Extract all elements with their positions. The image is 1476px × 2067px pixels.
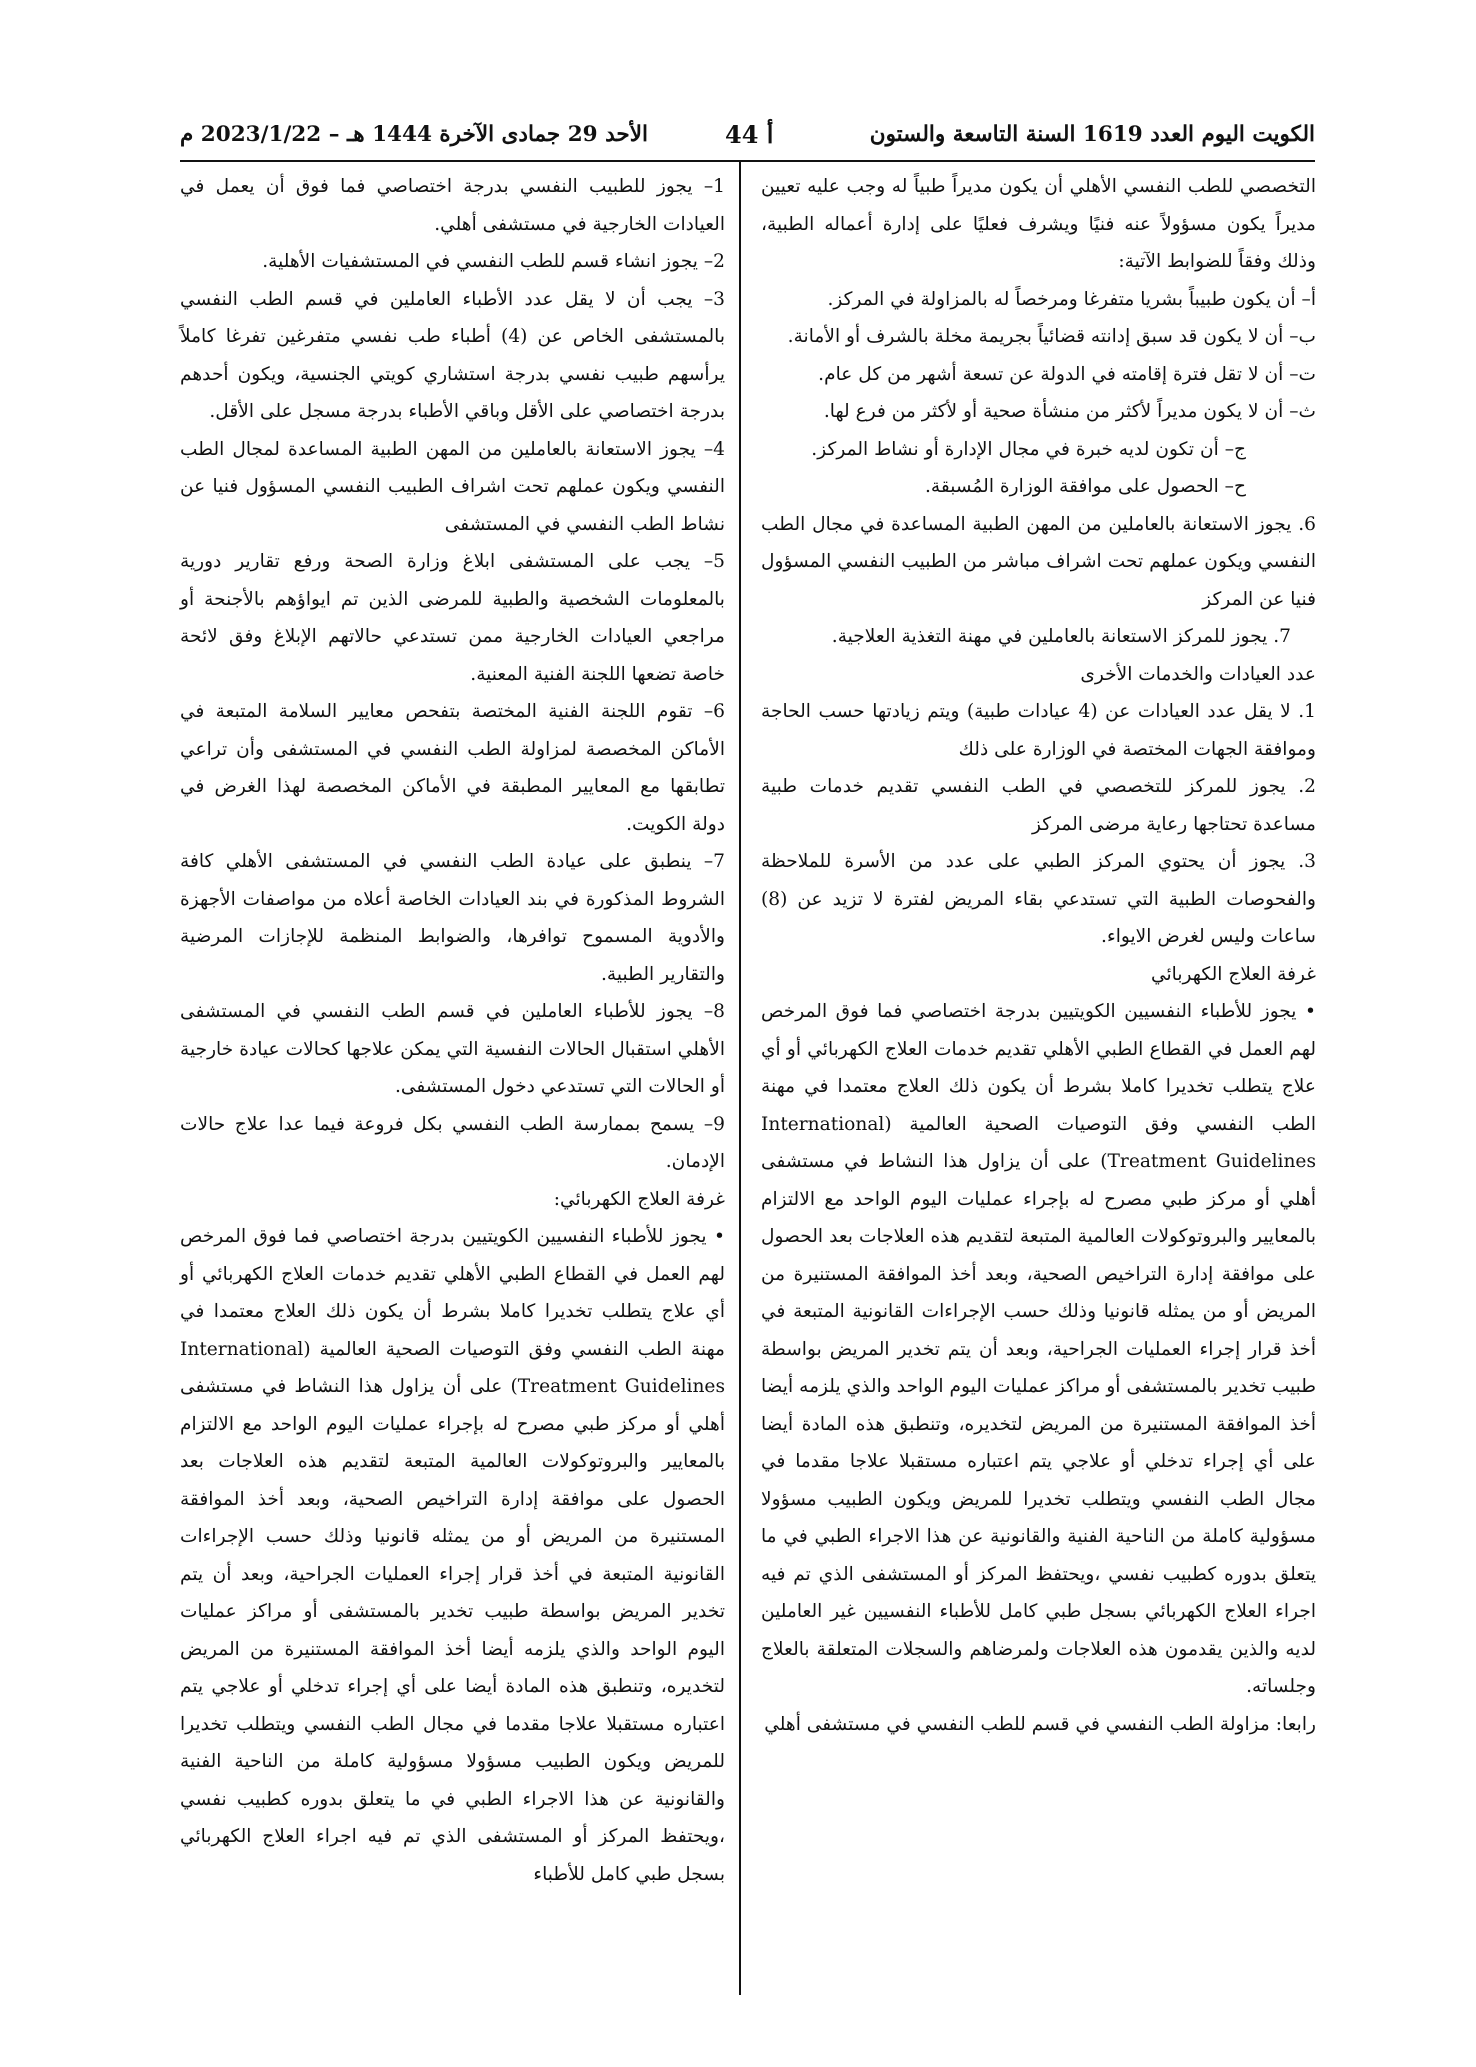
paragraph: 8– يجوز للأطباء العاملين في قسم الطب النفسي في المستشفى الأهلي استقبال الحالات النفسية التي يمكن علاجها كحالات عيادة خارجية أو الحالات التي تستدعي دخول المستشفى. xyxy=(180,1001,725,1097)
paragraph: 3– يجب أن لا يقل عدد الأطباء العاملين في قسم الطب النفسي بالمستشفى الخاص عن (4) أطباء طب نفسي متفرغين تفرغا كاملاً يرأسهم طبيب نفسي بدرجة استشاري كويتي الجنسية، ويكون أحدهم بدرجة اختصاصي على الأقل وباقي الأطباء بدرجة مسجل على الأقل. xyxy=(180,288,725,422)
paragraph: 4– يجوز الاستعانة بالعاملين من المهن الطبية المساعدة لمجال الطب النفسي ويكون عملهم تحت اشراف الطبيب النفسي المسؤول فنيا عن نشاط الطب النفسي في المستشفى xyxy=(180,438,725,535)
paragraph: • يجوز للأطباء النفسيين الكويتيين بدرجة اختصاصي فما فوق المرخص لهم العمل في القطاع الطبي الأهلي تقديم خدمات العلاج الكهربائي أو أي علاج يتطلب تخديرا كاملا بشرط أن يكون ذلك العلاج معتمدا في مهنة الطب النفسي وفق التوصيات الصحية العالمية (International Treatment Guidelines) على أن يزاول هذا النشاط في مستشفى أهلي أو مركز طبي مصرح له بإجراء عمليات اليوم الواحد مع الالتزام بالمعايير والبروتوكولات العالمية المتبعة لتقديم هذه العلاجات بعد الحصول على موافقة إدارة التراخيص الصحية، وبعد أخذ الموافقة المستنيرة من المريض أو من يمثله قانونيا وذلك حسب الإجراءات القانونية المتبعة في أخذ قرار إجراء العمليات الجراحية، وبعد أن يتم تخدير المريض بواسطة طبيب تخدير بالمستشفى أو مراكز عمليات اليوم الواحد والذي يلزمه أيضا أخذ الموافقة المستنيرة من المريض لتخديره، وتنطبق هذه المادة أيضا على أي إجراء تدخلي أو علاجي يتم اعتباره مستقبلا علاجا مقدما في مجال الطب النفسي ويتطلب تخديرا للمريض ويكون الطبيب مسؤولا مسؤولية كاملة من الناحية الفنية والقانونية عن هذا الاجراء الطبي في ما يتعلق بدوره كطبيب نفسي ،ويحتفظ المركز أو المستشفى الذي تم فيه اجراء العلاج الكهربائي بسجل طبي كامل للأطباء xyxy=(180,1226,725,1885)
paragraph: أ– أن يكون طبيباً بشريا متفرغا ومرخصاً له بالمزاولة في المركز. xyxy=(827,288,1316,310)
paragraph: 3. يجوز أن يحتوي المركز الطبي على عدد من الأسرة للملاحظة والفحوصات الطبية التي تستدعي بقاء المريض لفترة لا تزيد عن (8) ساعات وليس لغرض الايواء. xyxy=(761,851,1316,947)
page-number: أ 44 xyxy=(725,120,774,149)
paragraph: ت– أن لا تقل فترة إقامته في الدولة عن تسعة أشهر من كل عام. xyxy=(818,363,1316,385)
issue-date: الأحد 29 جمادى الآخرة 1444 هـ – 2023/1/22 م xyxy=(180,122,648,147)
paragraph: 2. يجوز للمركز للتخصصي في الطب النفسي تقديم خدمات طبية مساعدة تحتاجها رعاية مرضى المركز xyxy=(761,776,1316,835)
paragraph: عدد العيادات والخدمات الأخرى xyxy=(1080,663,1316,685)
paragraph: التخصصي للطب النفسي الأهلي أن يكون مديراً طبياً له وجب عليه تعيين مديراً يكون مسؤولاً عنه فنيًا ويشرف فعليًا على إدارة أعماله الطبية، وذلك وفقاً للضوابط الآتية: xyxy=(761,176,1316,272)
paragraph: ح– الحصول على موافقة الوزارة المُسبقة. xyxy=(924,476,1246,497)
paragraph: غرفة العلاج الكهربائي: xyxy=(553,1188,725,1210)
right-column xyxy=(761,168,1316,1743)
paragraph: 1. لا يقل عدد العيادات عن (4 عيادات طبية) ويتم زيادتها حسب الحاجة وموافقة الجهات المختصة في الوزارة على ذلك xyxy=(761,701,1316,760)
page-header xyxy=(180,118,1315,162)
paragraph: 5– يجب على المستشفى ابلاغ وزارة الصحة ورفع تقارير دورية بالمعلومات الشخصية والطبية للمرضى الذين تم ايواؤهم بالأجنحة أو مراجعي العيادات الخارجية ممن تستدعي حالاتهم الإبلاغ وفق لائحة خاصة تضعها اللجنة الفنية المعنية. xyxy=(180,551,725,685)
paragraph: رابعا: مزاولة الطب النفسي في قسم للطب النفسي في مستشفى أهلي xyxy=(764,1713,1316,1735)
paragraph: 7. يجوز للمركز الاستعانة بالعاملين في مهنة التغذية العلاجية. xyxy=(831,626,1291,647)
paragraph: 9– يسمح بممارسة الطب النفسي بكل فروعة فيما عدا علاج حالات الإدمان. xyxy=(180,1113,725,1172)
paragraph: 6. يجوز الاستعانة بالعاملين من المهن الطبية المساعدة في مجال الطب النفسي ويكون عملهم تحت اشراف مباشر من الطبيب النفسي المسؤول فنيا عن المركز xyxy=(761,513,1316,610)
paragraph: غرفة العلاج الكهربائي xyxy=(1150,963,1316,985)
paragraph: 7– ينطبق على عيادة الطب النفسي في المستشفى الأهلي كافة الشروط المذكورة في بند العيادات الخاصة أعلاه من مواصفات الأجهزة والأدوية المسموح توافرها، والضوابط المنظمة للإجازات المرضية والتقارير الطبية. xyxy=(180,851,725,985)
paragraph: • يجوز للأطباء النفسيين الكويتيين بدرجة اختصاصي فما فوق المرخص لهم العمل في القطاع الطبي الأهلي تقديم خدمات العلاج الكهربائي أو أي علاج يتطلب تخديرا كاملا بشرط أن يكون ذلك العلاج معتمدا في مهنة الطب النفسي وفق التوصيات الصحية العالمية (International Treatment Guidelines) على أن يزاول هذا النشاط في مستشفى أهلي أو مركز طبي مصرح له بإجراء عمليات اليوم الواحد مع الالتزام بالمعايير والبروتوكولات العالمية المتبعة لتقديم هذه العلاجات بعد الحصول على موافقة إدارة التراخيص الصحية، وبعد أخذ الموافقة المستنيرة من المريض أو من يمثله قانونيا وذلك حسب الإجراءات القانونية المتبعة في أخذ قرار إجراء العمليات الجراحية، وبعد أن يتم تخدير المريض بواسطة طبيب تخدير بالمستشفى أو مراكز عمليات اليوم الواحد والذي يلزمه أيضا أخذ الموافقة المستنيرة من المريض لتخديره، وتنطبق هذه المادة أيضا على أي إجراء تدخلي أو علاجي يتم اعتباره مستقبلا علاجا مقدما في مجال الطب النفسي ويتطلب تخديرا للمريض ويكون الطبيب مسؤولا مسؤولية كاملة من الناحية الفنية والقانونية عن هذا الاجراء الطبي في ما يتعلق بدوره كطبيب نفسي ،ويحتفظ المركز أو المستشفى الذي تم فيه اجراء العلاج الكهربائي بسجل طبي كامل للأطباء النفسيين غير العاملين لديه والذين يقدمون هذه العلاجات ولمرضاهم والسجلات المتعلقة بالعلاج وجلساته. xyxy=(761,1001,1317,1697)
paragraph: 6– تقوم اللجنة الفنية المختصة بتفحص معايير السلامة المتبعة في الأماكن المخصصة لمزاولة الطب النفسي في المستشفى وأن تراعي تطابقها مع المعايير المطبقة في الأماكن المخصصة لهذا الغرض في دولة الكويت. xyxy=(180,701,725,835)
paragraph: 1– يجوز للطبيب النفسي بدرجة اختصاصي فما فوق أن يعمل في العيادات الخارجية في مستشفى أهلي. xyxy=(180,176,725,235)
paragraph: ث– أن لا يكون مديراً لأكثر من منشأة صحية أو لأكثر من فرع لها. xyxy=(823,401,1316,422)
paragraph: 2– يجوز انشاء قسم للطب النفسي في المستشفيات الأهلية. xyxy=(262,251,725,272)
column-divider xyxy=(739,162,741,1995)
left-column xyxy=(180,168,725,1893)
paragraph: ب– أن لا يكون قد سبق إدانته قضائياً بجريمة مخلة بالشرف أو الأمانة. xyxy=(787,326,1316,347)
gazette-issue-title: الكويت اليوم العدد 1619 السنة التاسعة والستون xyxy=(869,122,1315,147)
paragraph: ج– أن تكون لديه خبرة في مجال الإدارة أو نشاط المركز. xyxy=(811,438,1246,460)
